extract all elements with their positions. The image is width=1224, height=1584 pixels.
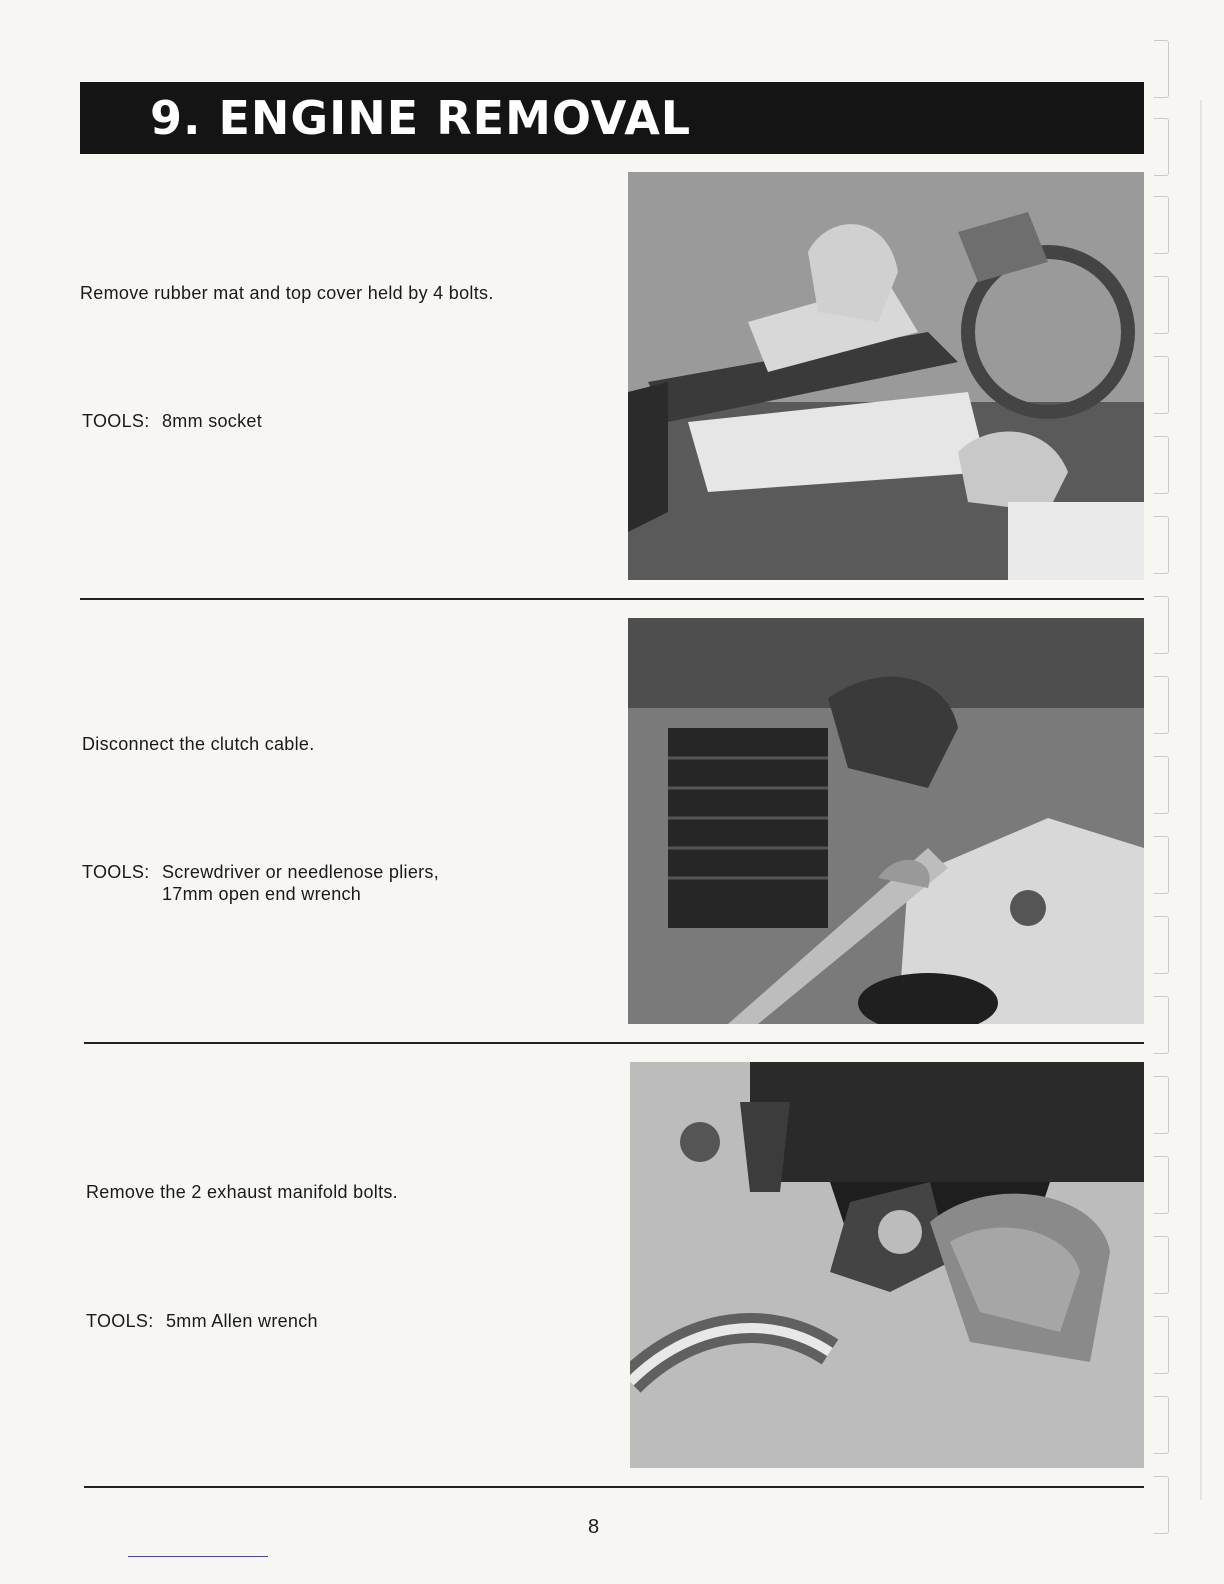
page-number: 8 — [588, 1516, 600, 1538]
tools-text-line2: 17mm open end wrench — [162, 884, 362, 904]
page-title: 9. ENGINE REMOVAL — [150, 91, 692, 145]
binder-hole — [1154, 596, 1169, 654]
link-underline — [128, 1556, 268, 1557]
tools-label: TOOLS: — [82, 411, 150, 431]
step-2-tools — [82, 861, 439, 905]
binder-hole — [1154, 118, 1169, 176]
binder-hole — [1154, 356, 1169, 414]
tools-label: TOOLS: — [82, 862, 150, 882]
section-title-bar — [80, 82, 1144, 154]
binder-hole — [1154, 1236, 1169, 1294]
tools-text-line1: Screwdriver or needlenose pliers, — [162, 862, 440, 882]
step-1-instruction: Remove rubber mat and top cover held by 4 bolts. — [80, 283, 494, 303]
binder-hole — [1154, 196, 1169, 254]
step-3-photo — [630, 1062, 1144, 1468]
step-2-instruction: Disconnect the clutch cable. — [82, 734, 315, 754]
step-3-instruction: Remove the 2 exhaust manifold bolts. — [86, 1182, 398, 1202]
binder-hole — [1154, 1476, 1169, 1534]
binder-hole — [1154, 40, 1169, 98]
binder-hole — [1154, 1156, 1169, 1214]
binder-hole — [1154, 1316, 1169, 1374]
binder-hole — [1154, 916, 1169, 974]
binder-hole — [1154, 836, 1169, 894]
binder-hole — [1154, 756, 1169, 814]
binder-hole — [1154, 516, 1169, 574]
step-1-photo — [628, 172, 1144, 580]
tools-text: 8mm socket — [162, 411, 263, 431]
step-1-tools — [82, 410, 262, 432]
page-edge — [1200, 100, 1202, 1500]
step-3-tools — [86, 1310, 318, 1332]
binder-hole — [1154, 1396, 1169, 1454]
tools-text: 5mm Allen wrench — [166, 1311, 318, 1331]
tools-label: TOOLS: — [86, 1311, 154, 1331]
section-divider — [80, 598, 1144, 600]
section-divider — [84, 1486, 1144, 1488]
step-2-photo — [628, 618, 1144, 1024]
binder-hole — [1154, 276, 1169, 334]
binder-hole — [1154, 676, 1169, 734]
binder-hole — [1154, 436, 1169, 494]
binder-hole — [1154, 1076, 1169, 1134]
binder-hole — [1154, 996, 1169, 1054]
section-divider — [84, 1042, 1144, 1044]
